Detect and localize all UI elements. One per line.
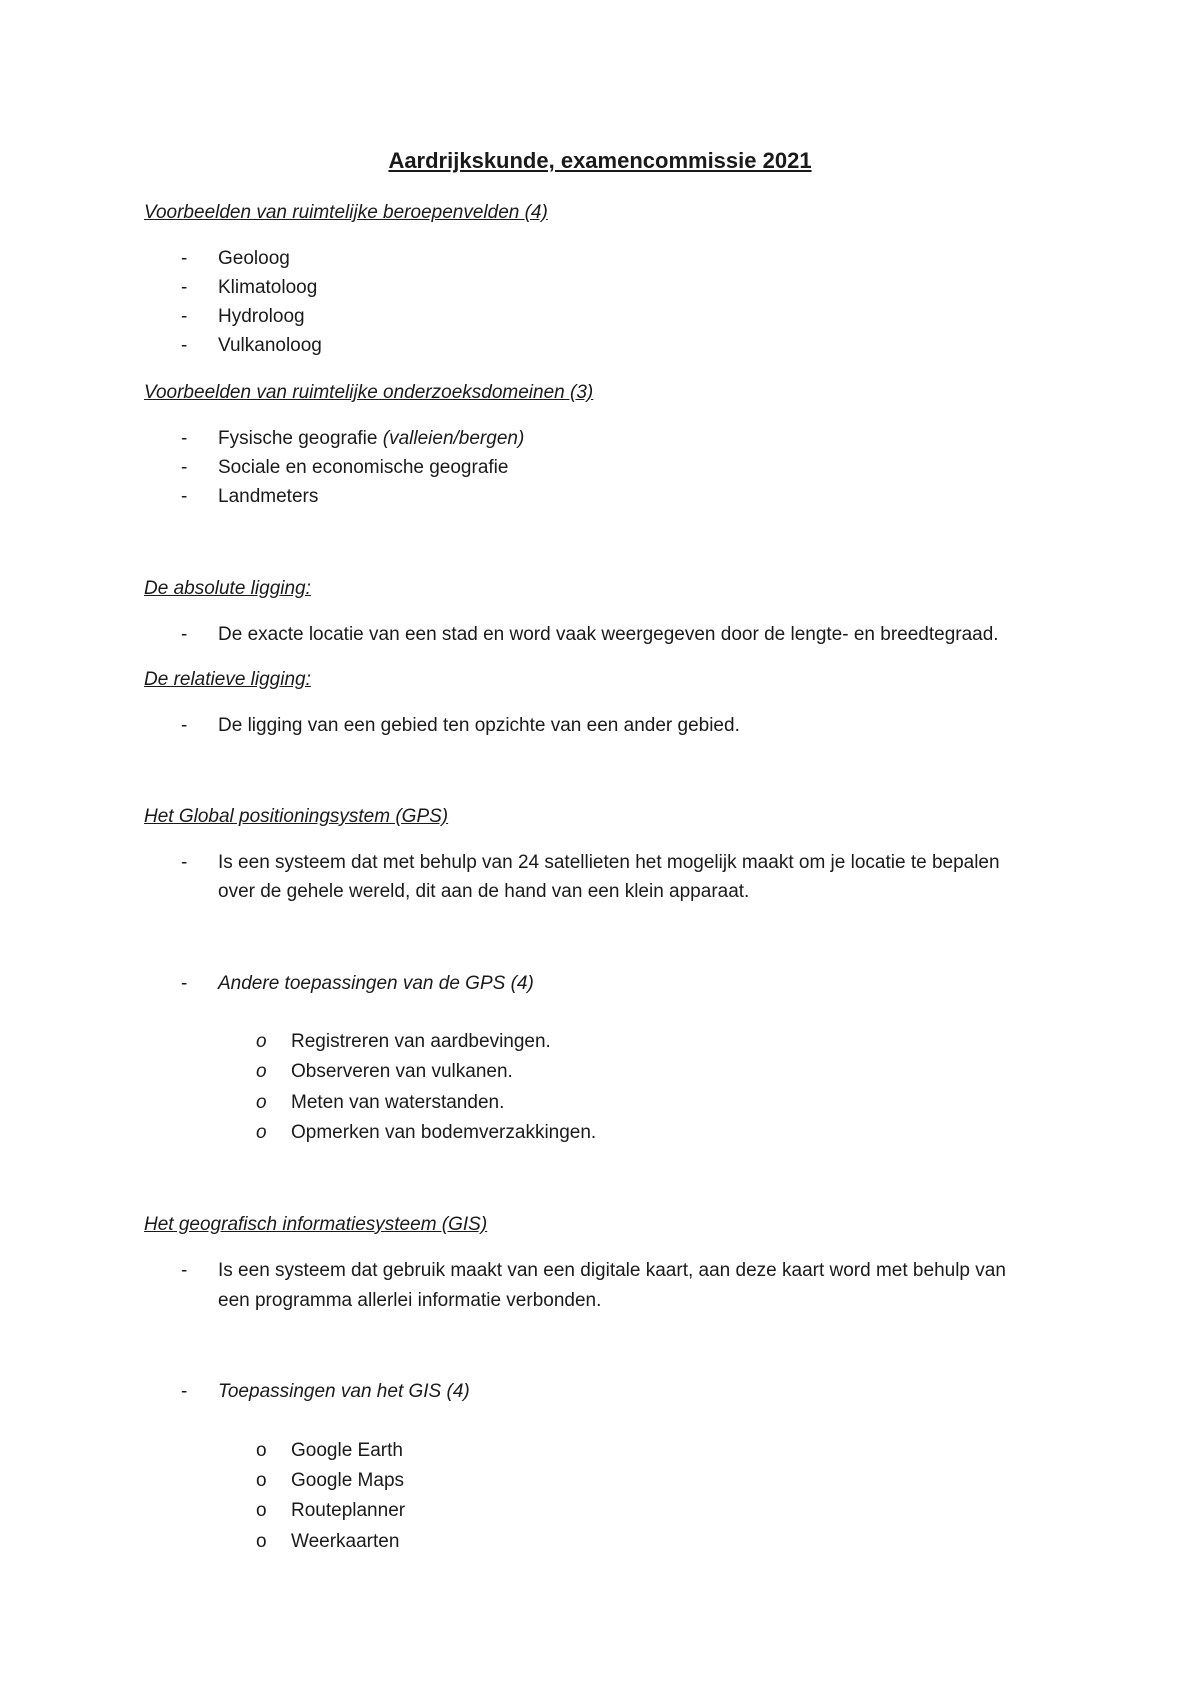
list-item: Geoloog bbox=[218, 248, 290, 269]
list-marker: - bbox=[181, 486, 188, 507]
sub-list-item: Registreren van aardbevingen. bbox=[291, 1031, 551, 1052]
page-title: Aardrijkskunde, examencommissie 2021 bbox=[388, 148, 812, 173]
list-marker: - bbox=[181, 1381, 188, 1402]
list-item-text: Fysische geografie bbox=[218, 428, 378, 449]
list-item-note: (valleien/bergen) bbox=[382, 428, 525, 449]
sub-list-marker: o bbox=[256, 1122, 267, 1143]
sub-list-marker: o bbox=[256, 1531, 267, 1552]
list-item: Hydroloog bbox=[218, 306, 305, 327]
sub-list-item: Meten van waterstanden. bbox=[291, 1092, 505, 1113]
list-item: Klimatoloog bbox=[218, 277, 318, 298]
sub-list-item: Google Maps bbox=[291, 1470, 405, 1491]
list-marker: - bbox=[181, 335, 188, 356]
sub-list-item: Opmerken van bodemverzakkingen. bbox=[291, 1122, 597, 1143]
list-marker: - bbox=[181, 1260, 188, 1281]
list-item-line: Is een systeem dat met behulp van 24 satellieten het mogelijk maakt om je locatie te bepalen bbox=[218, 852, 1000, 873]
sub-list-marker: o bbox=[256, 1031, 267, 1052]
sub-list-item: Weerkaarten bbox=[291, 1531, 400, 1552]
sub-list-item: Google Earth bbox=[291, 1440, 403, 1461]
list-marker: - bbox=[181, 852, 188, 873]
list-item-line: over de gehele wereld, dit aan de hand van een klein apparaat. bbox=[218, 881, 750, 902]
sub-list-marker: o bbox=[256, 1500, 267, 1521]
sub-list-marker: o bbox=[256, 1061, 267, 1082]
sub-list-item: Routeplanner bbox=[291, 1500, 406, 1521]
list-marker: - bbox=[181, 306, 188, 327]
sub-heading-gps-toepassingen: Andere toepassingen van de GPS (4) bbox=[218, 973, 534, 994]
section-heading-beroepenvelden: Voorbeelden van ruimtelijke beroepenvelden (4) bbox=[144, 202, 548, 223]
list-item-line: Is een systeem dat gebruik maakt van een digitale kaart, aan deze kaart word met behulp van bbox=[218, 1260, 1006, 1281]
list-item: De exacte locatie van een stad en word vaak weergegeven door de lengte- en breedtegraad. bbox=[218, 624, 999, 645]
list-marker: - bbox=[181, 248, 188, 269]
list-marker: - bbox=[181, 973, 188, 994]
list-marker: - bbox=[181, 428, 188, 449]
section-heading-gps: Het Global positioningsystem (GPS) bbox=[144, 806, 449, 827]
sub-list-item: Observeren van vulkanen. bbox=[291, 1061, 513, 1082]
sub-heading-gis-toepassingen: Toepassingen van het GIS (4) bbox=[218, 1381, 470, 1402]
sub-list-marker: o bbox=[256, 1440, 267, 1461]
section-heading-absolute-ligging: De absolute ligging: bbox=[144, 578, 311, 599]
section-heading-gis: Het geografisch informatiesysteem (GIS) bbox=[144, 1214, 488, 1235]
list-item: Vulkanoloog bbox=[218, 335, 322, 356]
section-heading-relatieve-ligging: De relatieve ligging: bbox=[144, 669, 311, 690]
sub-list-marker: o bbox=[256, 1470, 267, 1491]
section-heading-onderzoeksdomeinen: Voorbeelden van ruimtelijke onderzoeksdomeinen (3) bbox=[144, 382, 594, 403]
list-item: Sociale en economische geografie bbox=[218, 457, 509, 478]
list-marker: - bbox=[181, 277, 188, 298]
list-marker: - bbox=[181, 624, 188, 645]
sub-list-marker: o bbox=[256, 1092, 267, 1113]
list-item-line: een programma allerlei informatie verbonden. bbox=[218, 1290, 602, 1311]
list-marker: - bbox=[181, 457, 188, 478]
list-item: De ligging van een gebied ten opzichte van een ander gebied. bbox=[218, 715, 740, 736]
list-item: Landmeters bbox=[218, 486, 319, 507]
list-item bbox=[218, 428, 524, 450]
list-marker: - bbox=[181, 715, 188, 736]
